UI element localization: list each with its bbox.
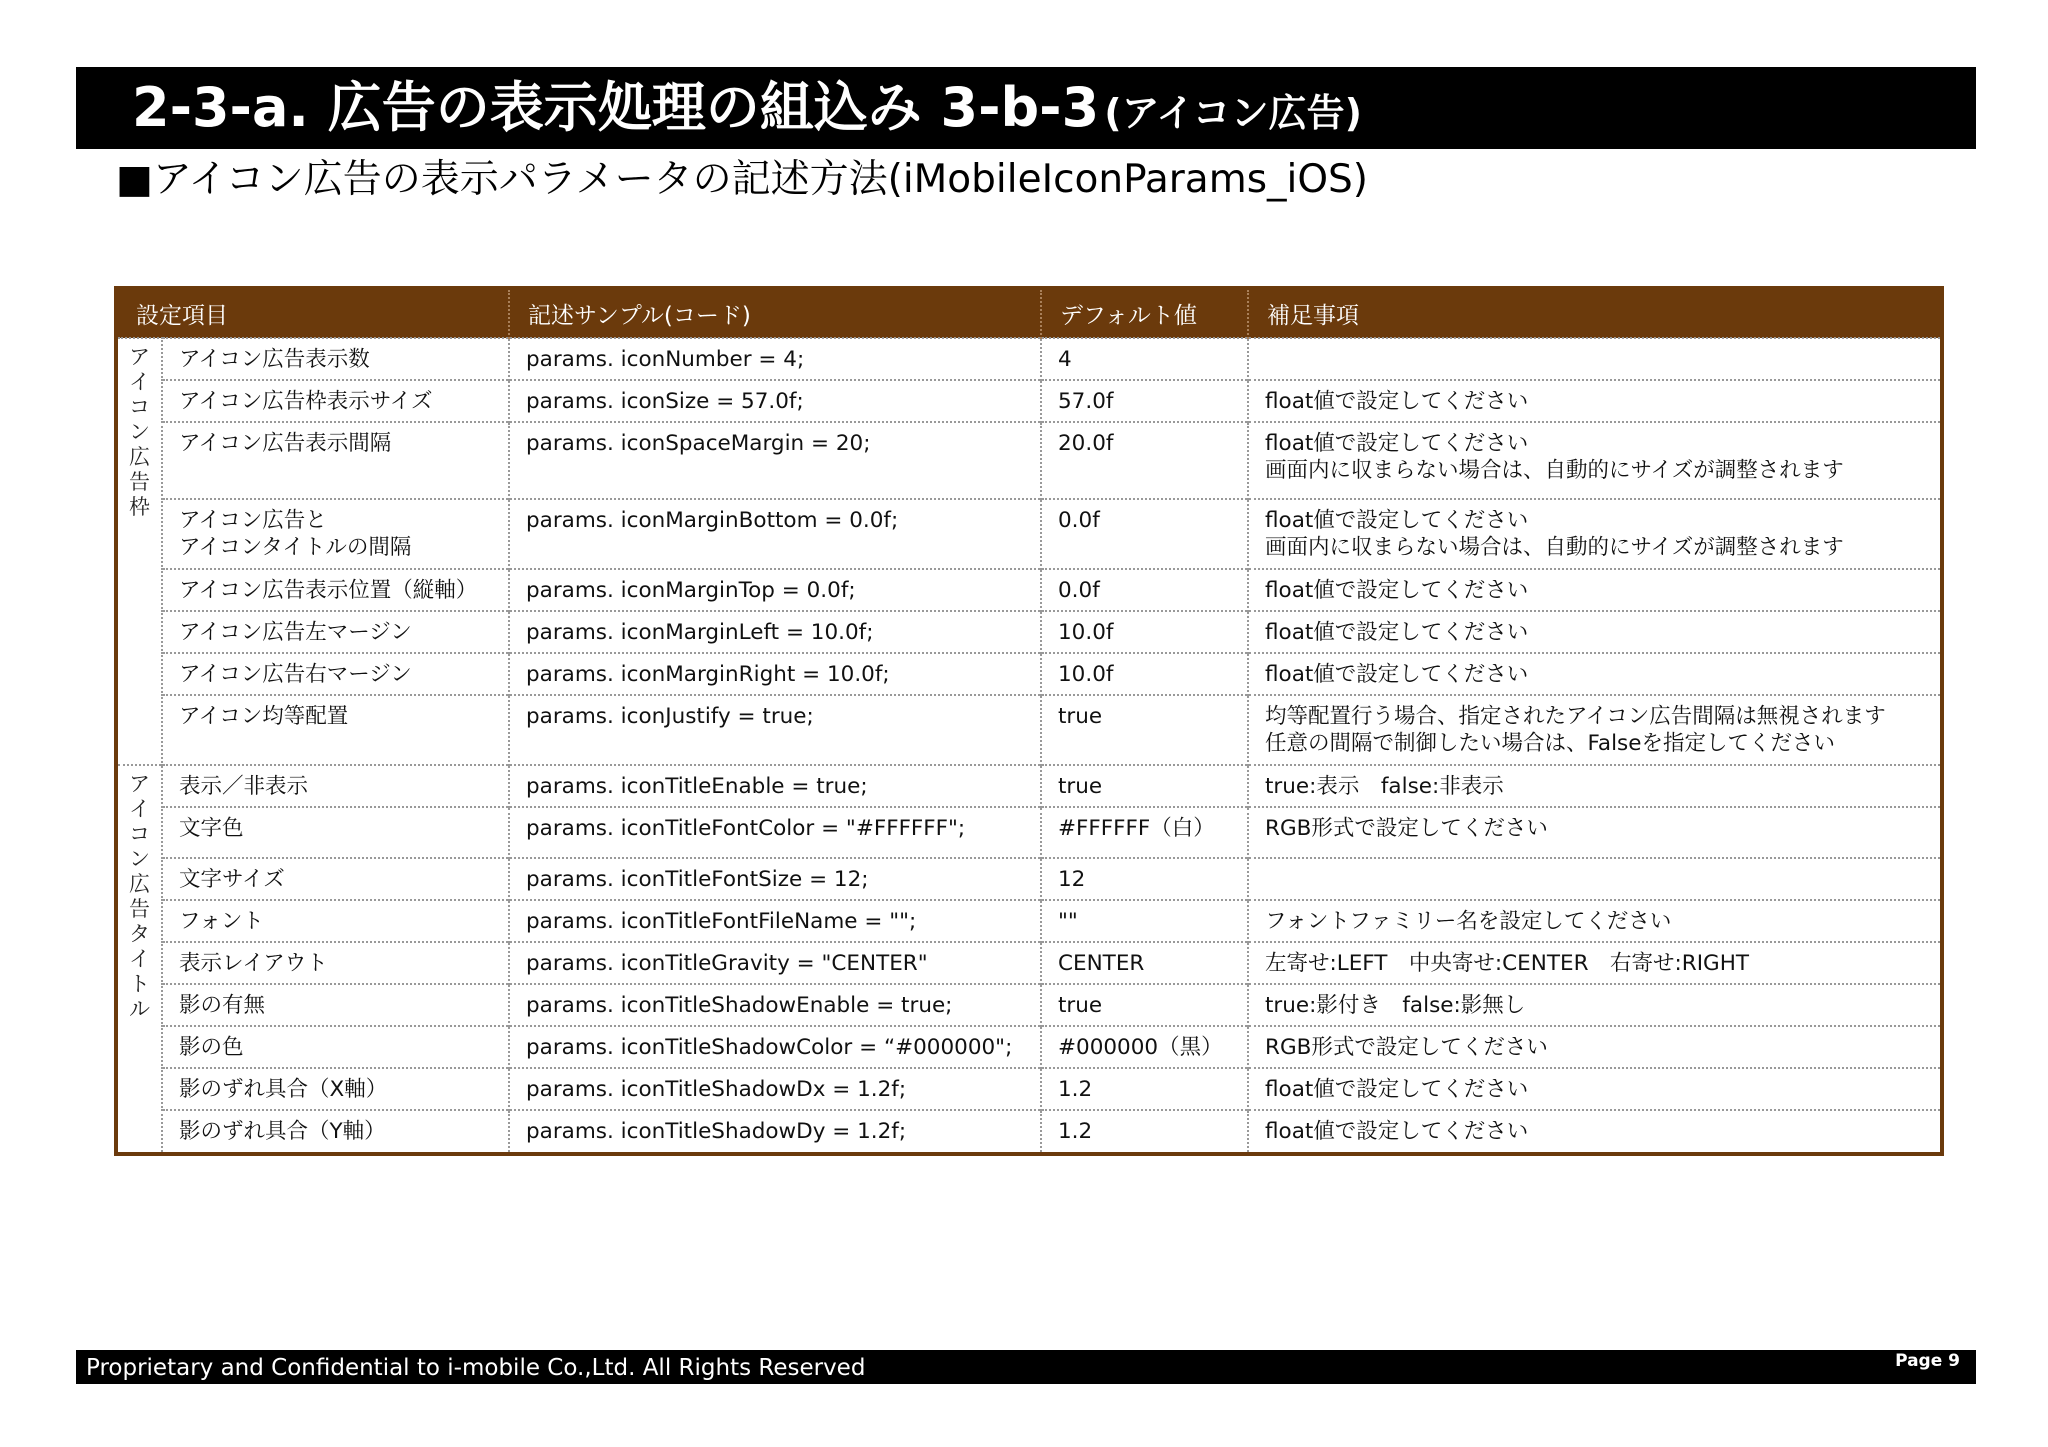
cell-line: params. iconMarginLeft = 10.0f; [526,620,874,645]
cell-line: true [1058,774,1103,799]
group-label-char: コ [129,395,150,419]
header-code: 記述サンプル(コード) [509,290,1041,338]
cell-line: 12 [1058,867,1086,892]
group-label-char: イ [129,797,150,821]
cell-default [1041,807,1248,858]
table-row [118,807,1940,858]
cell-code [509,695,1041,765]
cell-line: params. iconMarginBottom = 0.0f; [526,508,899,533]
table-row [118,1026,1940,1068]
cell-line: float値で設定してください [1265,508,1529,533]
section-subtitle: ■アイコン広告の表示パラメータの記述方法(iMobileIconParams_iOS) [116,157,1369,202]
group-label-char: ト [129,972,150,996]
cell-line: float値で設定してください [1265,662,1529,687]
cell-line: フォント [179,909,264,934]
group-label-char: ン [129,420,150,444]
cell-line: アイコンタイトルの間隔 [179,535,412,560]
cell-default [1041,499,1248,569]
group-label-char: ル [129,997,150,1021]
cell-line: float値で設定してください [1265,431,1529,456]
cell-line: アイコン広告表示数 [179,347,370,372]
table-row [118,695,1940,765]
cell-default [1041,765,1248,807]
cell-line: params. iconTitleFontFileName = ""; [526,909,917,934]
cell-line: 57.0f [1058,389,1114,414]
cell-item [162,695,509,765]
table-row [118,1110,1940,1152]
cell-code [509,611,1041,653]
cell-line: アイコン広告左マージン [179,620,412,645]
cell-item [162,858,509,900]
cell-line: #000000（黒） [1058,1035,1223,1060]
cell-line: アイコン広告表示位置（縦軸） [179,578,478,603]
cell-item [162,765,509,807]
cell-line: params. iconMarginTop = 0.0f; [526,578,856,603]
group-label-char: タ [129,922,150,946]
cell-code [509,380,1041,422]
footer-bar [76,1350,1976,1384]
group-label-char: ア [129,345,150,369]
cell-line: アイコン広告表示間隔 [179,431,392,456]
cell-line: #FFFFFF（白） [1058,816,1215,841]
cell-line: 任意の間隔で制御したい場合は、Falseを指定してください [1265,731,1835,756]
table-row [118,858,1940,900]
group-label-char: 告 [129,897,150,921]
page-number: Page 9 [1895,1351,1960,1371]
cell-line: float値で設定してください [1265,1077,1529,1102]
table-row [118,984,1940,1026]
cell-note [1248,695,1940,765]
cell-line: 均等配置行う場合、指定されたアイコン広告間隔は無視されます [1265,704,1886,729]
cell-line: params. iconTitleEnable = true; [526,774,868,799]
cell-line: float値で設定してください [1265,578,1529,603]
cell-line: 0.0f [1058,508,1100,533]
cell-note [1248,942,1940,984]
cell-code [509,569,1041,611]
cell-default [1041,984,1248,1026]
cell-item [162,984,509,1026]
cell-code [509,338,1041,380]
table-row [118,338,1940,380]
cell-line: 影のずれ具合（Y軸） [179,1119,386,1144]
cell-note [1248,569,1940,611]
page-title-sub: (アイコン広告) [1104,91,1363,135]
cell-line: アイコン広告と [179,508,327,533]
cell-line: params. iconTitleGravity = "CENTER" [526,951,928,976]
cell-line: 表示／非表示 [179,774,309,799]
cell-line: true:影付き false:影無し [1265,993,1526,1018]
cell-line: 1.2 [1058,1119,1093,1144]
cell-line: 画面内に収まらない場合は、自動的にサイズが調整されます [1265,535,1844,560]
cell-line: 文字色 [179,816,244,841]
cell-default [1041,1110,1248,1152]
cell-code [509,807,1041,858]
cell-item [162,499,509,569]
cell-default [1041,611,1248,653]
cell-item [162,942,509,984]
cell-code [509,984,1041,1026]
cell-line: params. iconSpaceMargin = 20; [526,431,871,456]
cell-line: 左寄せ:LEFT 中央寄せ:CENTER 右寄せ:RIGHT [1265,951,1749,976]
cell-line: params. iconMarginRight = 10.0f; [526,662,890,687]
cell-default [1041,900,1248,942]
cell-item [162,1068,509,1110]
cell-line: CENTER [1058,951,1145,976]
page-title: 2-3-a. 広告の表示処理の組込み 3-b-3 [132,76,1100,139]
cell-item [162,569,509,611]
cell-note [1248,1068,1940,1110]
group-label-char: イ [129,947,150,971]
cell-note [1248,765,1940,807]
cell-default [1041,338,1248,380]
group-label-char: 告 [129,470,150,494]
cell-line: params. iconNumber = 4; [526,347,805,372]
cell-note [1248,338,1940,380]
cell-note [1248,653,1940,695]
cell-line: 4 [1058,347,1072,372]
cell-line: float値で設定してください [1265,1119,1529,1144]
table-row [118,611,1940,653]
cell-code [509,900,1041,942]
table-row [118,653,1940,695]
cell-line: 影の色 [179,1035,244,1060]
cell-default [1041,569,1248,611]
header-note: 補足事項 [1248,290,1940,338]
table-row [118,900,1940,942]
cell-item [162,611,509,653]
cell-line: params. iconTitleShadowEnable = true; [526,993,953,1018]
cell-line: 20.0f [1058,431,1114,456]
cell-line: 0.0f [1058,578,1100,603]
cell-line: params. iconTitleShadowDy = 1.2f; [526,1119,907,1144]
cell-line: params. iconTitleFontSize = 12; [526,867,869,892]
cell-line: フォントファミリー名を設定してください [1265,909,1672,934]
cell-line: params. iconTitleFontColor = "#FFFFFF"; [526,816,966,841]
cell-note [1248,1026,1940,1068]
table-row [118,380,1940,422]
cell-note [1248,1110,1940,1152]
table-row [118,569,1940,611]
cell-line: params. iconJustify = true; [526,704,814,729]
cell-default [1041,858,1248,900]
table-row [118,422,1940,499]
cell-note [1248,900,1940,942]
cell-code [509,942,1041,984]
table-row [118,1068,1940,1110]
cell-line: 10.0f [1058,620,1114,645]
cell-item [162,380,509,422]
cell-code [509,765,1041,807]
cell-line: 1.2 [1058,1077,1093,1102]
cell-line: "" [1058,909,1078,934]
cell-item [162,900,509,942]
cell-code [509,422,1041,499]
group-label-char: ン [129,847,150,871]
cell-line: アイコン広告右マージン [179,662,412,687]
cell-line: 影のずれ具合（X軸） [179,1077,388,1102]
cell-line: 文字サイズ [179,867,285,892]
cell-line: float値で設定してください [1265,620,1529,645]
cell-default [1041,653,1248,695]
group-label-char: 広 [129,872,150,896]
copyright-text: Proprietary and Confidential to i-mobile Co.,Ltd. All Rights Reserved [86,1355,866,1381]
cell-line: アイコン広告枠表示サイズ [179,389,433,414]
cell-item [162,653,509,695]
cell-code [509,1110,1041,1152]
cell-line: params. iconSize = 57.0f; [526,389,804,414]
group-label-char: ア [129,772,150,796]
cell-line: RGB形式で設定してください [1265,816,1548,841]
cell-default [1041,422,1248,499]
cell-line: 表示レイアウト [179,951,328,976]
cell-default [1041,942,1248,984]
cell-line: アイコン均等配置 [179,704,349,729]
cell-note [1248,611,1940,653]
cell-item [162,1110,509,1152]
cell-line: params. iconTitleShadowDx = 1.2f; [526,1077,907,1102]
cell-line: 画面内に収まらない場合は、自動的にサイズが調整されます [1265,458,1844,483]
cell-line: RGB形式で設定してください [1265,1035,1548,1060]
group-label [118,765,162,1152]
group-label-char: コ [129,822,150,846]
cell-code [509,653,1041,695]
table-header-row [118,290,1940,338]
header-default: デフォルト値 [1041,290,1248,338]
group-label [118,338,162,765]
cell-line: float値で設定してください [1265,389,1529,414]
cell-item [162,422,509,499]
table-row [118,765,1940,807]
cell-item [162,1026,509,1068]
cell-code [509,499,1041,569]
cell-line: true:表示 false:非表示 [1265,774,1504,799]
cell-line: true [1058,704,1103,729]
cell-code [509,1068,1041,1110]
cell-default [1041,1026,1248,1068]
cell-line: params. iconTitleShadowColor = “#000000"; [526,1035,1013,1060]
cell-line: 10.0f [1058,662,1114,687]
title-bar [76,67,1976,149]
group-label-char: イ [129,370,150,394]
cell-note [1248,499,1940,569]
cell-item [162,807,509,858]
cell-line: 影の有無 [179,993,266,1018]
header-item: 設定項目 [118,290,509,338]
table-row [118,499,1940,569]
table-row [118,942,1940,984]
cell-note [1248,380,1940,422]
cell-note [1248,858,1940,900]
cell-default [1041,695,1248,765]
cell-note [1248,422,1940,499]
cell-code [509,1026,1041,1068]
cell-note [1248,807,1940,858]
cell-line: true [1058,993,1103,1018]
cell-code [509,858,1041,900]
cell-note [1248,984,1940,1026]
cell-default [1041,1068,1248,1110]
parameter-table [114,286,1944,1156]
group-label-char: 枠 [129,495,150,519]
cell-item [162,338,509,380]
group-label-char: 広 [129,445,150,469]
cell-default [1041,380,1248,422]
